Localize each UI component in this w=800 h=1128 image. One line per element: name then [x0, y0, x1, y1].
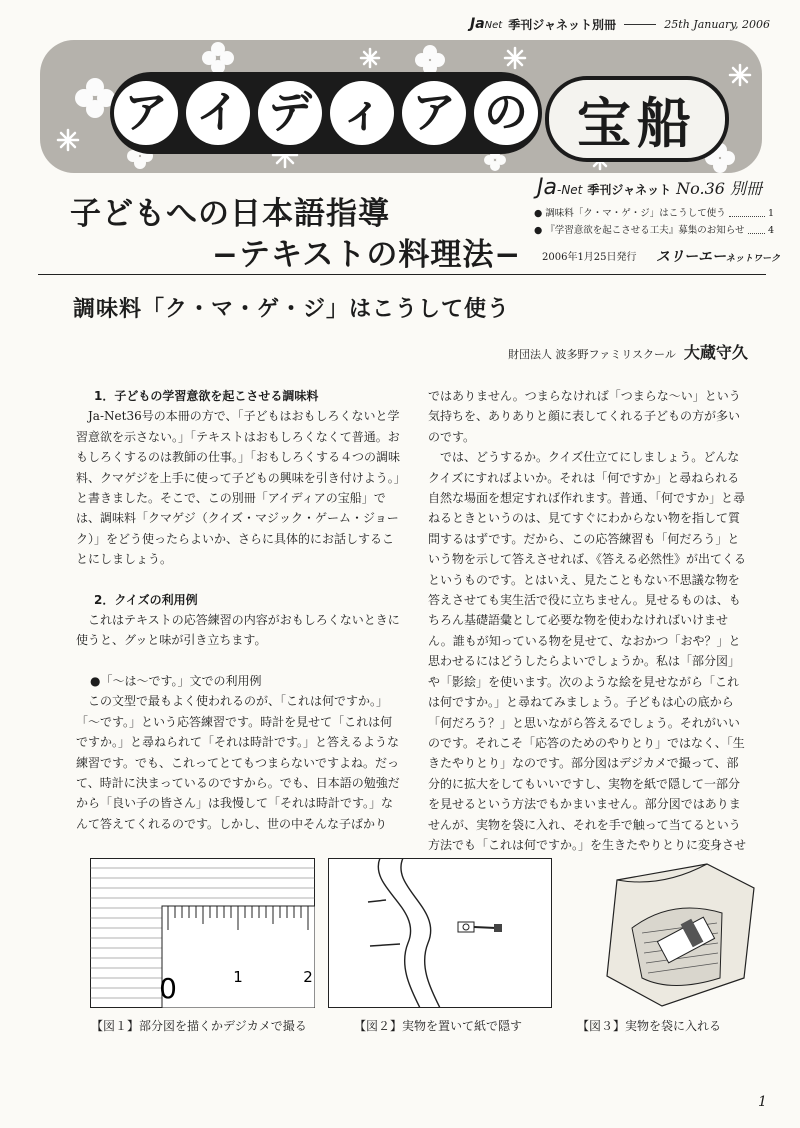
figure-paper-cover	[328, 858, 552, 1008]
figure-caption: 【図３】実物を袋に入れる	[577, 1019, 722, 1033]
issue-logo: Ja-Net	[537, 175, 583, 200]
issue-line	[537, 175, 777, 200]
bullet-icon: ●	[534, 208, 543, 219]
issue-label: 季刊ジャネット	[587, 183, 672, 197]
treasure-ship-label: 宝船	[545, 76, 729, 162]
ruler-tick-label: 2	[303, 968, 313, 986]
issue-extra: 別冊	[729, 179, 762, 198]
running-header	[470, 14, 770, 34]
title-banner	[40, 40, 762, 173]
toc-item[interactable]	[534, 205, 774, 222]
paragraph: この文型で最もよく使われるのが、「これは何ですか。」「〜です。」という応答練習です。時計を見せて「これは何ですか。」と尋ねられて「それは時計です。」と答えるような練習です。でも、これってとてもつまらないですよね。だって、時計に決まっているのですから。でも、日本語の勉強だから「良い子の皆さん」は我慢して「それは時計です。」なんて答えてくれるのです。しかし、世の中そんな子ばかり	[76, 694, 400, 831]
toc-item[interactable]	[534, 222, 774, 239]
main-title: 子どもへの日本語指導	[70, 196, 390, 232]
toc-item-text: 調味料「ク・マ・ゲ・ジ」はこうして使う	[545, 208, 726, 219]
author-organization: 財団法人 波多野ファミリスクール	[508, 348, 676, 361]
author-line	[508, 340, 748, 363]
article-title: 調味料「ク・マ・ゲ・ジ」はこうして使う	[73, 297, 511, 322]
main-subtitle: −テキストの料理法−	[212, 237, 522, 273]
banner-char: の	[474, 81, 538, 145]
paragraph: ではありません。つまらなければ「つまらな〜い」という気持ちを、ありありと顔に表してくれる子どもの方が多いのです。	[428, 389, 741, 444]
ruler-tick-label: 1	[233, 968, 243, 986]
article-column-right	[428, 386, 746, 876]
bullet-icon: ●	[534, 225, 543, 236]
banner-char: デ	[258, 81, 322, 145]
author-name: 大蔵守久	[683, 343, 748, 362]
paragraph: Ja-Net36号の本冊の方で、「子どもはおもしろくないと学習意欲を示さない。」「テキストはおもしろくなくて普通。おもしろくするのは教師の仕事。」「おもしろくする４つの調味料、クマゲジを上手に使って子どもの興味を引き付けよう。」と書きました。そこで、この別冊「アイディアの宝船」では、調味料「クマゲジ（クイズ・マジック・ゲーム・ジョーク）」をどう使ったらよいか、さらに具体的にお話しすることにしましょう。	[76, 409, 401, 567]
publisher-logo: スリーエーネットワーク	[656, 249, 781, 265]
figure-ruler	[90, 858, 315, 1008]
toc-item-page: 4	[767, 225, 774, 236]
figure-caption: 【図２】実物を置いて紙で隠す	[354, 1019, 523, 1033]
article-column-left	[76, 386, 401, 834]
issue-date: 25th January, 2006	[664, 17, 770, 31]
banner-char: ア	[114, 81, 178, 145]
janet-logo: JaNet	[470, 16, 503, 32]
section-divider	[38, 274, 766, 275]
section-heading: 2．クイズの利用例	[94, 592, 198, 607]
toc-item-text: 『学習意欲を起こさせる工夫』募集のお知らせ	[545, 225, 745, 236]
banner-char: ア	[402, 81, 466, 145]
figure-caption: 【図１】部分図を描くかデジカメで撮る	[91, 1019, 307, 1033]
paragraph: これはテキストの応答練習の内容がおもしろくないときに使うと、グッと味が引き立ちます。	[76, 613, 400, 648]
figure-bag	[562, 858, 762, 1008]
header-rule	[624, 24, 656, 25]
bullet-heading: ●「〜は〜です。」文での利用例	[90, 673, 262, 688]
banner-char: イ	[186, 81, 250, 145]
section-heading: 1．子どもの学習意欲を起こさせる調味料	[94, 389, 319, 403]
toc-leader	[729, 216, 765, 217]
table-of-contents	[534, 205, 774, 239]
issue-publication-date: 2006年1月25日発行	[542, 252, 637, 263]
page-number: 1	[758, 1094, 767, 1110]
issue-number: No.36	[676, 179, 725, 198]
paragraph: では、どうするか。クイズ仕立てにしましょう。どんなクイズにすればよいか。それは「何ですか」と尋ねられる自然な場面を想定すれば作れます。普通、「何ですか」と尋ねるときというのは、見てすぐにわからない物を指して質問するはずです。だから、この応答練習も「何だろう」という物を示して答えさせれば、《答える必然性》が出てくるというものです。とはいえ、見たこともない不思議な物を答えさせても実生活で役に立ちません。見せるものは、もちろん基礎語彙として必要な物を使わなければいけません。誰もが知っている物を見せて、なおかつ「おや？」と思わせるにはどうしたらよいでしょうか。私は「部分図」や「影絵」を使います。次のような絵を見せながら「これは何ですか。」と尋ねてみましょう。子どもは心の底から「何だろう？」と思いながら答えるでしょう。それがいいのです。それこそ「応答のためのやりとり」ではなく、「生きたやりとり」なのです。部分図はデジカメで撮って、部分的に拡大をしてもいいですし、実物を紙で隠して一部分を見せるという方法でもかまいません。部分図ではありませんが、実物を袋に入れ、それを手で触って当てるという方法でも「これは何ですか。」を生きたやりとりに変身させ	[428, 450, 747, 852]
banner-title	[110, 72, 542, 154]
toc-item-page: 1	[767, 208, 774, 219]
publication-name: 季刊ジャネット別冊	[508, 17, 616, 32]
banner-char: ィ	[330, 81, 394, 145]
toc-leader	[748, 233, 765, 234]
ruler-tick-label: 0	[159, 972, 177, 1005]
